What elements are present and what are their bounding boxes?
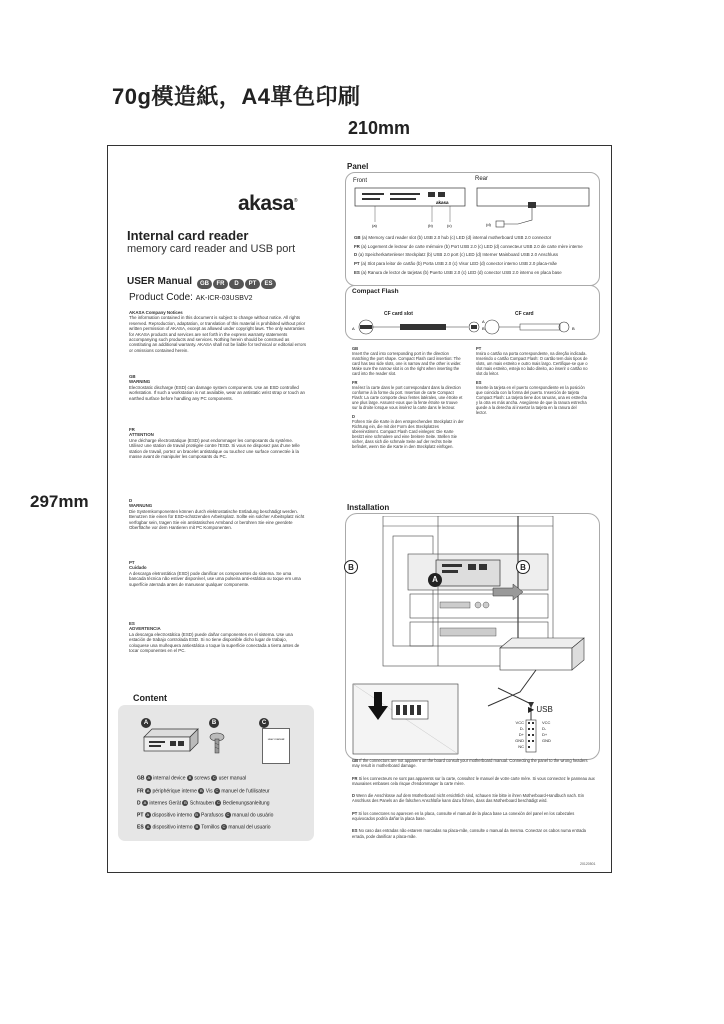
print-note: 70g模造紙，A4單色印刷 [112, 84, 361, 109]
marker-b-right: B [516, 560, 530, 574]
item-b-marker: B [209, 718, 219, 728]
content-row-fr: FR A périphérique interne B Vis C manuel de l'utilisateur [137, 788, 270, 795]
user-manual-booklet: user manual [262, 728, 290, 764]
user-manual-label: USER Manual [127, 276, 193, 287]
lang-badge: ES [261, 279, 276, 289]
notice-d: D WARNUNG Die Systemkomponenten können durch elektrostatische Entladung beschädigt werden. Benutzen Sie einen für ESD-schützenden Arbeitsplatz. Sollte ein solcher Arbeitsplatz nicht verfügbar sein, tragen Sie ein antistatisches Armband or berühren Sie eine geerdete Oberfläche vor dem Hantieren mit PC Komponenten. [129, 498, 305, 531]
content-row-gb: GB A internal device B screws C user manual [137, 775, 247, 782]
svg-text:akasa: akasa [436, 200, 449, 205]
pins-left: VCC D- D+ GND NC [515, 720, 524, 749]
cf-text-left: GB Insert the card into corresponding port in the direction matching the port shape. Compact Flash card insertion: The card has two side slots, one is narrow and the other is wider. Make sure the narrow slot is on the right when inserting the card into the reader slot. FR Insérez la carte dans le port correspondant dans la direction conforme à la forme du port. Insertion de carte Compact Flash: La carte comporte deux fentes latérales, une étroite et une plus large. Assurez-vous que la fente étroite se trouve sur la droite lorsque vous insérez la carte dans le lecteur. D Führen Sie die Karte in den entsprechenden Steckplatz in der Richtung ein, die mit der Form des Steckplatzes übereinstimmt. Compact Flash Card einlegen: Die Karte besitzt eine schmalere und eine breitere Seite. Stellen Sie sicher, dass sich die schmale Seite auf der rechts Seite befindet, wenn Sie die Karte in den Steckplatz einfügen. [352, 346, 464, 449]
front-panel [355, 188, 465, 228]
notice-fr: FR ATTENTION Une décharge électrostatique (ESD) peut endommager les composants du système. Utilisez une station de travail protégée contre l'ESD. Si vous ne disposez pas d'une telle station de travail, portez un bracelet antistatique ou touchez une surface connectée à la masse avant de manipuler les composants du PC. [129, 427, 300, 460]
height-dimension: 297mm [30, 492, 89, 511]
cf-text-right: PT Insira o cartão na porta correspondente, na direção indicada. Inserindo o cartão Compact Flash: O cartão tem dois tipos de slots, um mais estreito e outro mais largo. Certifique-se que o slot mais estreito, esteja no lado direito, ao inserir o cartão no slot do leitor. ES Inserte la tarjeta en el puerto correspondiente en la posición que coincida con la forma del puerto. Inserción de tarjeta Compact Flash: La tarjeta tiene dos ranuras, una es estrecha y la otra es más ancha. Asegúrese de que la ranura estrecha quede a la derecha al insertar la tarjeta en la ranura del lector. [476, 346, 588, 415]
motherboard-header [353, 684, 458, 754]
cf-slot-label: CF card slot [384, 311, 413, 317]
usb-module [488, 638, 584, 706]
width-dimension: 210mm [348, 118, 411, 138]
svg-text:B: B [572, 326, 575, 331]
product-code: Product Code: AK-ICR-03USBV2 [129, 292, 253, 303]
marker-a: A [428, 573, 442, 587]
installation-title: Installation [347, 503, 390, 512]
notice-es: ES ADVERTENCIA La descarga electrostática (ESD) puede dañar componentes en el sistema. Use una estación de trabajo controlada ESD. Si no tiene disponible dicho lugar de trabajo, coloquese una muñequera antiestática o toque la superficie conectada a tierra antes de tocar componentes en el PC. [129, 621, 300, 654]
pc-front-ports [440, 602, 496, 636]
svg-text:(c): (c) [447, 223, 452, 228]
product-title: Internal card reader [127, 228, 249, 243]
rear-label: Rear [475, 176, 489, 182]
content-row-pt: PT A dispositivo interno B Parafusos C manual do usuário [137, 812, 274, 819]
item-c-marker: C [259, 718, 269, 728]
marker-b-left: B [344, 560, 358, 574]
notice-pt: PT Cuidado A descarga eletrostática (ESD) pode danificar os componentes do sistema. Se uma bancada técnica não estiver disponível, use uma pulseira anti-estática ou toque em uma superfície aterrada antes de manusear qualquer componente. [129, 560, 301, 587]
screw-icon [210, 733, 224, 753]
svg-text:(d): (d) [486, 222, 491, 227]
lang-badge: PT [245, 279, 260, 289]
compact-flash-title: Compact Flash [352, 288, 399, 295]
brand-logo: akasa® [238, 192, 298, 215]
content-title: Content [133, 693, 167, 703]
cf-card-label: CF card [515, 311, 534, 317]
notice-gb: GB WARNING Electrostatic discharge (ESD) can damage system components. Use an ESD controlled workstation. If such a workstation is not available, wear an antistatic wrist strap or touch an earthed surface before handling any PC components. [129, 374, 305, 401]
content-row-es: ES A dispositivo interno B Tornillos C manual del usuario [137, 824, 271, 831]
panel-illustration [350, 186, 595, 232]
company-notice: AKASA Company Notices The information contained in this document is subject to change without notice. All rights reserved. Reproduction, adaptation, or translation of this material is prohibited without prior written permission of AKASA, except as allowed under copyright laws. The only warranties for AKASA products and services are set forth in the express warranty statements accompanying such products and services. Nothing herein should be construed as constituting an additional warranty. AKASA shall not be liable for technical or editorial errors or omissions contained herein. [129, 310, 307, 353]
usb-label: ▶ USB [528, 705, 553, 714]
cf-illustration [350, 318, 595, 336]
svg-text:A: A [352, 326, 355, 331]
svg-text:(b): (b) [428, 223, 433, 228]
card-reader-icon [144, 729, 198, 751]
product-subtitle: memory card reader and USB port [127, 243, 296, 255]
svg-text:A: A [482, 319, 485, 324]
lang-badge: D [229, 279, 244, 289]
front-label: Front [353, 178, 368, 184]
rear-panel [477, 188, 589, 227]
panel-title: Panel [347, 162, 369, 171]
lang-badge: FR [213, 279, 228, 289]
svg-text:(a): (a) [372, 223, 377, 228]
lang-badge: GB [197, 279, 212, 289]
document-code: 20120501 [580, 862, 596, 866]
content-row-d: D A internes Gerät B Schrauben C Bedienungsanleitung [137, 800, 270, 807]
installation-notes: GB If the connectors are not apparent on the board consult your motherboard manual. Connecting the panel to the wrong headers may result in motherboard damage. FR Si les connecteurs ne sont pas apparents sur la carte, consultez le manuel de votre carte mère. Si vous connectez le panneau aux mauvaises embases cela risque d'endommager la carte mère. D Wenn die Anschlüsse auf dem Motherboard nicht ersichtlich sind, schauen Sie bitte in ihren Motherboard-Handbuch nach. Ein Anschluss des Panels an die falschen Anschlüße kann dazu führen, dass das Motherboard beschädigt wird. PT Si los conectores no aparecen en la placa, consulte el manual de la placa base La conexión del panel en los cabezales equivocados podría dañar la placa base. ES No caso das entradas não estarem marcadas na placa-mãe, consulte o manual da mesma. Conectar os cabos numa entrada errada, pode danificar a placa-mãe. [352, 758, 595, 839]
item-a-marker: A [141, 718, 151, 728]
svg-text:B: B [482, 326, 485, 331]
language-badges [196, 275, 276, 293]
panel-legend: GB (a) Memory card reader slot (b) USB 2.0 hub (c) LED (d) internal motherboard USB 2.0 connector FR (a) Logement de lecteur de carte mémoire (b) Port USB 2.0 (c) LED (d) connecteur USB 2.0 de carte mère interne D (a) Speicherkartenleser Steckplatz (b) USB 2.0 port (c) LED (d) Interner Mainboard USB 2.0 Anschluss PT (a) Slot para leitor de cartão (b) Porta USB 2.0 (c) Visor LED (d) conector interno USB 2.0 placa-mãe ES (a) Ranura de lector de tarjetas (b) Puerto USB 2.0 (c) LED (d) conector USB 2.0 interno en placa base [354, 235, 583, 275]
pins-right: VCC D- D+ GND [542, 720, 551, 743]
content-illustrations [140, 725, 230, 765]
installation-illustration [348, 516, 596, 756]
